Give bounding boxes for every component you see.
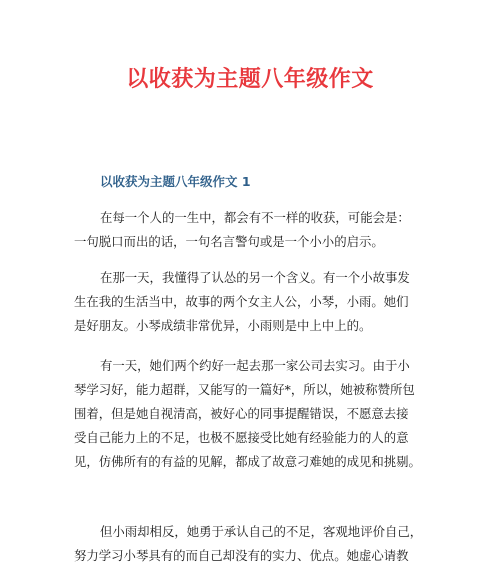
paragraph-line: 琴学习好，能力超群，又能写的一篇好*，所以，她被称赞所包 <box>74 382 415 397</box>
paragraph-line: 在那一天，我懂得了认怂的另一个含义。有一个小故事发 <box>100 270 410 285</box>
paragraph-4 <box>74 520 430 568</box>
section-heading: 以收获为主题八年级作文 1 <box>100 174 251 189</box>
paragraph-line: 一句脱口而出的话，一句名言警句或是一个小小的启示。 <box>74 234 384 249</box>
paragraph-line: 见，仿佛所有的有益的见解，都成了故意刁难她的成见和挑剔。 <box>74 454 421 469</box>
paragraph-2 <box>74 266 430 338</box>
paragraph-line: 在每一个人的一生中，都会有不一样的收获，可能会是： <box>100 210 410 225</box>
paragraph-1 <box>74 206 430 254</box>
paragraph-line: 生在我的生活当中，故事的两个女主人公，小琴，小雨。她们 <box>74 294 409 309</box>
paragraph-line: 有一天，她们两个约好一起去那一家公司去实习。由于小 <box>100 358 410 373</box>
paragraph-3 <box>74 354 430 474</box>
paragraph-line: 受自己能力上的不足，也极不愿接受比她有经验能力的人的意 <box>74 430 409 445</box>
paragraph-line: 努力学习小琴具有的而自己却没有的实力、优点。她虚心请教 <box>74 548 409 563</box>
paragraph-line: 但小雨却相反，她勇于承认自己的不足，客观地评价自己， <box>100 524 423 539</box>
document-title: 以收获为主题八年级作文 <box>126 67 374 92</box>
paragraph-line: 是好朋友。小琴成绩非常优异，小雨则是中上中上的。 <box>74 318 372 333</box>
paragraph-line: 围着，但是她自视清高，被好心的同事提醒错误，不愿意去接 <box>74 406 409 421</box>
